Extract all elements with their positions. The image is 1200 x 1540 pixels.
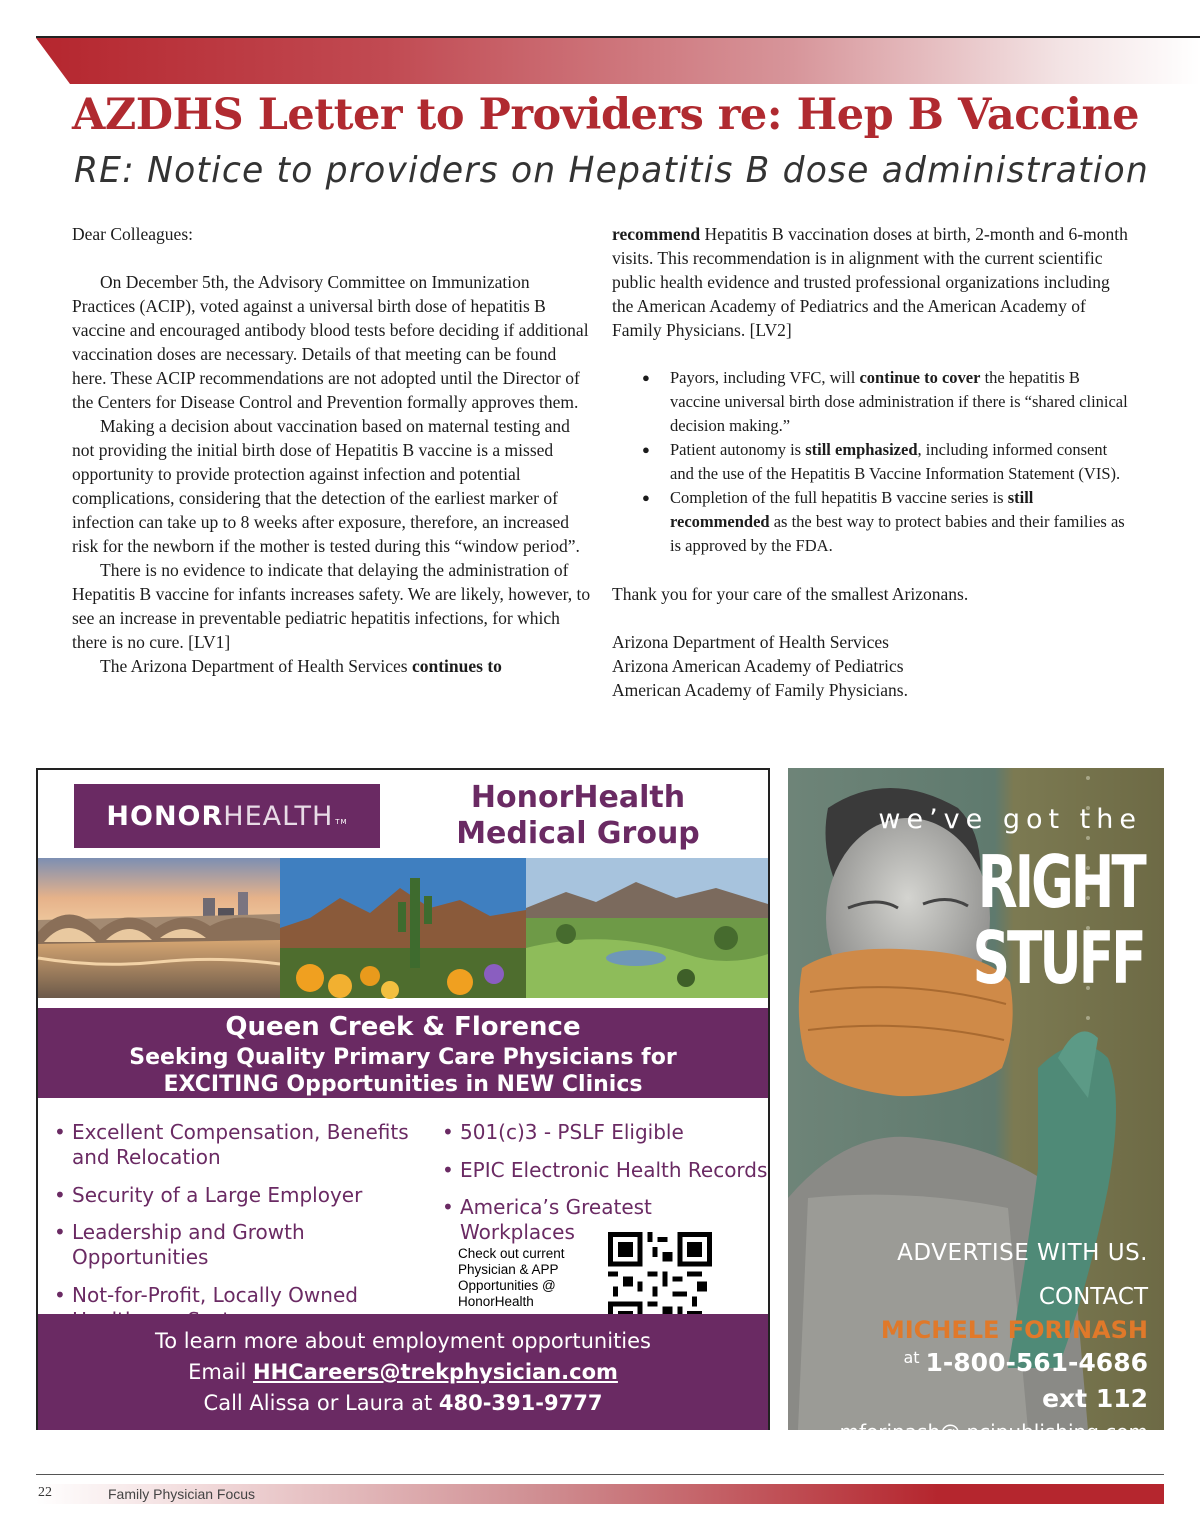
article-column-left — [72, 222, 592, 678]
contact-label: CONTACT — [1038, 1284, 1148, 1310]
signature-block — [612, 630, 1132, 702]
publication-name: Family Physician Focus — [108, 1486, 256, 1502]
paragraph-4-bold: continues to — [411, 656, 502, 676]
qr-caption: Check out current Physician & APP Opportunities @ HonorHealth — [458, 1246, 565, 1309]
list-item: • EPIC Electronic Health Records — [442, 1158, 772, 1183]
footer-rule — [36, 1474, 1164, 1475]
benefits-list-left — [54, 1120, 434, 1345]
bridge-photo — [38, 858, 280, 998]
page-number: 22 — [38, 1485, 52, 1500]
recruiting-banner — [38, 1008, 768, 1098]
learn-more-line: To learn more about employment opportunities — [154, 1329, 651, 1353]
closing-line: Thank you for your care of the smallest Arizonans. — [612, 584, 969, 604]
paragraph-2: Making a decision about vaccination based on maternal testing and not providing the initial birth dose of Hepatitis B vaccine is a missed opportunity to provide protection against infection and potential complications, considering that the detection of the earliest marker of infection can take up to 8 weeks after exposure, therefore, an increased risk for the newborn if the mother is tested during this “window period”. — [72, 416, 580, 556]
list-item: ● Patient autonomy is still emphasized, including informed consent and the use of the Hepatitis B Vaccine Information Statement (VIS). — [640, 438, 1132, 486]
paragraph-4-text: The Arizona Department of Health Services — [100, 656, 412, 676]
recommend-bold: recommend — [612, 224, 701, 244]
signature-line: American Academy of Family Physicians. — [612, 680, 908, 700]
list-item: • 501(c)3 - PSLF Eligible — [442, 1120, 772, 1145]
list-item: • Leadership and Growth Opportunities — [54, 1220, 434, 1270]
policy-bullets — [640, 366, 1132, 558]
article-subtitle: RE: Notice to providers on Hepatitis B dose administration — [74, 150, 1149, 191]
article-column-right — [612, 222, 1132, 702]
paragraph-1: On December 5th, the Advisory Committee on Immunization Practices (ACIP), voted against a universal birth dose of hepatitis B vaccine and encouraged antibody blood tests before deciding if additional vaccination doses are necessary. Details of that meeting can be found here. These ACIP recommendations are not adopted until the Director of the Centers for Disease Control and Prevention formally approves them. — [72, 272, 589, 412]
call-line: Call Alissa or Laura at 480-391-9777 — [203, 1391, 603, 1415]
list-item: • Security of a Large Employer — [54, 1183, 434, 1208]
list-item: ● Payors, including VFC, will continue to cover the hepatitis B vaccine universal birth dose administration if there is “shared clinical decision making.” — [640, 366, 1132, 438]
advertise-ad — [788, 768, 1164, 1444]
top-rule — [36, 36, 1200, 38]
location-heading: Queen Creek & Florence — [225, 1012, 581, 1042]
contact-phone: $^{at}$ 1-800-561-4686 — [903, 1348, 1148, 1377]
ad-headline: RIGHT STUFF — [972, 840, 1144, 1000]
advertise-cta: ADVERTISE WITH US. — [897, 1240, 1148, 1266]
paragraph-4-rest: Hepatitis B vaccination doses at birth, 2-month and 6-month visits. This recommendation is in alignment with the current scientific public health evidence and trusted professional organizations including the American Academy of Pediatrics and the American Academy of Family Physicians. [LV2] — [612, 224, 1128, 340]
seeking-line: Seeking Quality Primary Care Physicians for — [129, 1045, 677, 1070]
contact-email[interactable]: mforinash@ pcipublishing.com — [839, 1420, 1148, 1444]
contact-extension: ext 112 — [1042, 1384, 1148, 1413]
contact-name: MICHELE FORINASH — [880, 1316, 1148, 1344]
email-line: Email HHCareers@trekphysician.com — [188, 1360, 618, 1384]
golf-course-photo — [526, 858, 768, 998]
ad-tagline: we’ve got the — [878, 804, 1142, 835]
paragraph-4-start — [72, 654, 592, 678]
desert-photo — [280, 858, 526, 998]
contact-footer — [38, 1314, 768, 1430]
medical-group-title: HonorHealth Medical Group — [456, 780, 700, 851]
signature-line: Arizona American Academy of Pediatrics — [612, 656, 904, 676]
honorhealth-ad — [36, 768, 770, 1430]
list-item: ● Completion of the full hepatitis B vaccine series is still recommended as the best way to protect babies and their families as is approved by the FDA. — [640, 486, 1132, 558]
phone-number: 480-391-9777 — [438, 1391, 603, 1415]
article-title: AZDHS Letter to Providers re: Hep B Vaccine — [72, 90, 1140, 140]
list-item: • Not-for-Profit, Locally Owned — [54, 1283, 434, 1333]
paragraph-4-continued — [612, 222, 1132, 342]
photo-strip — [38, 858, 768, 998]
email-link[interactable]: HHCareers@trekphysician.com — [253, 1360, 618, 1384]
paragraph-3: There is no evidence to indicate that delaying the administration of Hepatitis B vaccine for infants increases safety. We are likely, however, to see an increase in preventable pediatric hepatitis infections, for which there is no cure. [LV1] — [72, 560, 591, 652]
list-item: • Excellent Compensation, Benefits and Relocation — [54, 1120, 434, 1170]
honorhealth-logo: HONOR HEALTH TM — [74, 784, 380, 848]
signature-line: Arizona Department of Health Services — [612, 632, 889, 652]
header-banner — [36, 38, 1200, 84]
salutation: Dear Colleagues: — [72, 224, 193, 244]
list-item: • America’s Greatest Workplaces — [442, 1195, 772, 1245]
opportunities-line: EXCITING Opportunities in NEW Clinics — [163, 1072, 643, 1097]
benefits-list-right — [442, 1120, 772, 1258]
